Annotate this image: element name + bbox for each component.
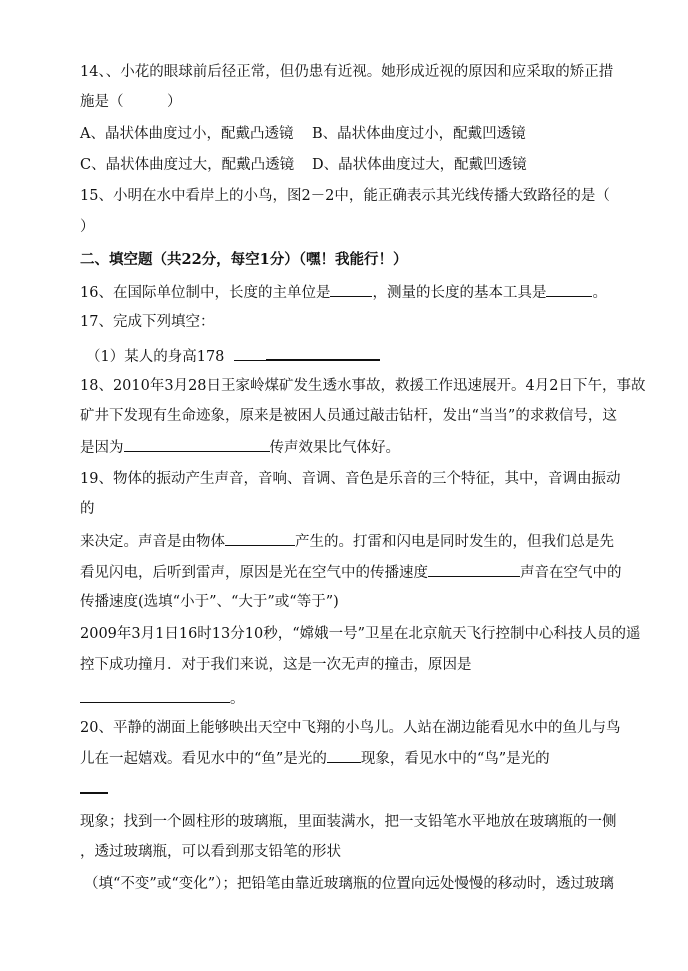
q16-text-1: 16、在国际单位制中，长度的主单位是 (80, 285, 331, 301)
q16-blank-2 (546, 282, 592, 297)
q20-text-1: 儿在一起嬉戏。看见水中的“鱼”是光的 (80, 751, 327, 767)
q20-line4: ，透过玻璃瓶，可以看到那支铅笔的形状 (80, 844, 341, 860)
q14-option-c: C、晶状体曲度过大，配戴凸透镜 (80, 157, 295, 173)
q14-option-a: A、晶状体曲度过小，配戴凸透镜 (80, 126, 294, 142)
q19-text-1: 来决定。声音是由物体 (80, 534, 225, 550)
q17-sub1 (86, 345, 380, 367)
q19-line6: 2009年3月1日16时13分10秒，“嫦娥一号”卫星在北京航天飞行控制中心科技人员的遥 (80, 626, 641, 642)
q19-text-end: 。 (230, 691, 245, 707)
q14-options-ab (80, 124, 526, 144)
q19-line3 (80, 531, 614, 552)
q19-line7: 控下成功撞月．对于我们来说，这是一次无声的撞击，原因是 (80, 657, 472, 673)
q17-blank-1 (234, 346, 266, 361)
q15-line1: 15、小明在水中看岸上的小鸟，图2－2中，能正确表示其光线传播大致路径的是（ (80, 188, 610, 204)
q20-line2 (80, 748, 550, 769)
q20-blank-2 (80, 792, 108, 794)
q19-line2: 的 (80, 501, 95, 517)
q19-text-2: 产生的。打雷和闪电是同时发生的，但我们总是先 (295, 534, 614, 550)
q17-blank-2 (266, 345, 346, 361)
q17-blank-3 (346, 345, 380, 361)
q19-line4 (80, 562, 622, 583)
q20-line3: 现象；找到一个圆柱形的玻璃瓶，里面装满水，把一支铅笔水平地放在玻璃瓶的一侧 (80, 814, 617, 830)
q20-blank-1 (327, 748, 361, 763)
q19-blank-3 (80, 688, 230, 703)
q16-line (80, 282, 607, 303)
q18-line2: 矿井下发现有生命迹象，原来是被困人员通过敲击钻杆，发出“当当”的求救信号，这 (80, 408, 617, 424)
q19-line8 (80, 688, 245, 709)
q19-text-4: 声音在空气中的 (520, 565, 622, 581)
q14-option-b: B、晶状体曲度过小，配戴凹透镜 (312, 126, 526, 142)
q19-blank-2 (428, 562, 520, 577)
q14-options-cd (80, 155, 527, 175)
q20-line1: 20、平静的湖面上能够映出天空中飞翔的小鸟儿。人站在湖边能看见水中的鱼儿与鸟 (80, 720, 621, 736)
section-heading: 二、填空题（共22分，每空1分）（嘿！我能行！） (80, 251, 408, 268)
q18-line1: 18、2010年3月28日王家岭煤矿发生透水事故，救援工作迅速展开。4月2日下午，事故 (80, 378, 646, 394)
q19-blank-1 (225, 531, 295, 546)
q16-text-2: ，测量的长度的基本工具是 (372, 285, 547, 301)
q20-text-2: 现象，看见水中的“鸟”是光的 (360, 751, 550, 767)
q14-option-d: D、晶状体曲度过大，配戴凹透镜 (312, 157, 527, 173)
q19-text-3: 看见闪电，后听到雷声，原因是光在空气中的传播速度 (80, 565, 428, 581)
q15-line2: ） (80, 219, 95, 235)
q17-sub1-text: （1）某人的身高178 (86, 349, 225, 365)
q16-blank-1 (330, 282, 372, 297)
q14-line2: 施是（ ） (80, 94, 182, 110)
q18-text-2: 传声效果比气体好。 (269, 440, 400, 456)
q17-line1: 17、完成下列填空： (80, 314, 215, 330)
q16-text-3: 。 (592, 285, 607, 301)
q18-blank (124, 437, 270, 452)
q19-line1: 19、物体的振动产生声音，音响、音调、音色是乐音的三个特征，其中，音调由振动 (80, 471, 621, 487)
q18-line3 (80, 437, 400, 458)
q20-line5: （填“不变”或“变化”）；把铅笔由靠近玻璃瓶的位置向远处慢慢的移动时，透过玻璃 (84, 876, 614, 892)
q19-line5: 传播速度(选填“小于”、“大于”或“等于”) (80, 594, 339, 610)
q14-line1: 14、、小花的眼球前后径正常，但仍患有近视。她形成近视的原因和应采取的矫正措 (80, 64, 614, 80)
q18-text-1: 是因为 (80, 440, 124, 456)
